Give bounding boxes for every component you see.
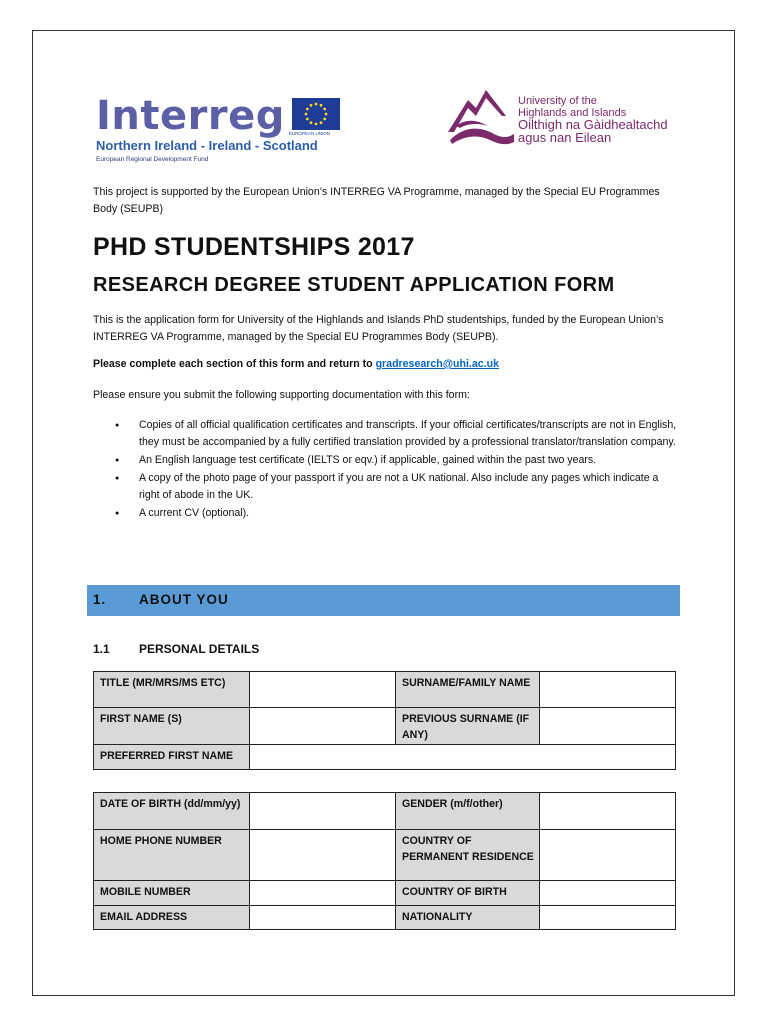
surname-field[interactable] bbox=[540, 672, 676, 708]
form-description: This is the application form for University of the Highlands and Islands PhD studentships, funded by the European Union’s INTERREG VA Programme, managed by the Special EU Programmes Body (SEUPB). bbox=[93, 314, 664, 343]
previous-surname-label: PREVIOUS SURNAME (IF ANY) bbox=[396, 708, 540, 745]
preferred-first-name-field[interactable] bbox=[250, 745, 676, 770]
documentation-intro: Please ensure you submit the following supporting documentation with this form: bbox=[93, 389, 470, 401]
list-item: ● A current CV (optional). bbox=[112, 505, 678, 522]
interreg-wordmark: Interreg bbox=[96, 93, 285, 139]
interreg-logo bbox=[96, 94, 346, 166]
mobile-label: MOBILE NUMBER bbox=[94, 881, 250, 906]
nationality-label: NATIONALITY bbox=[396, 906, 540, 930]
list-item: ● A copy of the photo page of your passport if you are not a UK national. Also include any pages which indicate a right of abode in the UK. bbox=[112, 470, 678, 504]
previous-surname-field[interactable] bbox=[540, 708, 676, 745]
eu-caption: EUROPEAN UNION bbox=[289, 131, 331, 136]
country-residence-field[interactable] bbox=[540, 830, 676, 881]
interreg-region: Northern Ireland - Ireland - Scotland bbox=[96, 138, 318, 153]
personal-details-table bbox=[93, 671, 676, 770]
surname-label: SURNAME/FAMILY NAME bbox=[396, 672, 540, 708]
eu-flag-icon bbox=[292, 98, 340, 130]
home-phone-label: HOME PHONE NUMBER bbox=[94, 830, 250, 881]
interreg-fund: European Regional Development Fund bbox=[96, 156, 209, 163]
uhi-name-en-2: Highlands and Islands bbox=[518, 106, 627, 119]
return-instruction bbox=[93, 358, 499, 370]
page-subtitle: RESEARCH DEGREE STUDENT APPLICATION FORM bbox=[93, 274, 615, 296]
uhi-name-ga-2: agus nan Eilean bbox=[518, 129, 612, 145]
contact-details-table bbox=[93, 792, 676, 930]
email-link[interactable]: gradresearch@uhi.ac.uk bbox=[375, 358, 499, 370]
section-number: 1. bbox=[93, 592, 107, 607]
uhi-logo bbox=[446, 86, 668, 150]
subsection-title: PERSONAL DETAILS bbox=[139, 642, 260, 656]
uhi-name-en-1: University of the bbox=[518, 95, 597, 107]
uhi-name bbox=[518, 96, 668, 144]
uhi-name-ga-1: Oilthigh na Gàidhealtachd bbox=[518, 117, 668, 132]
list-item: ● An English language test certificate (IELTS or eqv.) if applicable, gained within the past two years. bbox=[112, 452, 678, 469]
mobile-field[interactable] bbox=[250, 881, 396, 906]
country-birth-label: COUNTRY OF BIRTH bbox=[396, 881, 540, 906]
title-label: TITLE (MR/MRS/MS ETC) bbox=[94, 672, 250, 708]
section-title: ABOUT YOU bbox=[139, 592, 229, 607]
dob-label: DATE OF BIRTH (dd/mm/yy) bbox=[94, 793, 250, 830]
gender-label: GENDER (m/f/other) bbox=[396, 793, 540, 830]
dob-field[interactable] bbox=[250, 793, 396, 830]
email-label: EMAIL ADDRESS bbox=[94, 906, 250, 930]
home-phone-field[interactable] bbox=[250, 830, 396, 881]
funding-statement: This project is supported by the European Union’s INTERREG VA Programme, managed by the Special EU Programmes Body (SEUPB) bbox=[93, 186, 660, 215]
nationality-field[interactable] bbox=[540, 906, 676, 930]
gender-field[interactable] bbox=[540, 793, 676, 830]
email-field[interactable] bbox=[250, 906, 396, 930]
uhi-mountain-icon bbox=[446, 86, 516, 148]
country-residence-label: COUNTRY OF PERMANENT RESIDENCE bbox=[396, 830, 540, 881]
page-title: PHD STUDENTSHIPS 2017 bbox=[93, 233, 415, 261]
documentation-list bbox=[112, 417, 678, 523]
subsection-number: 1.1 bbox=[93, 642, 110, 656]
preferred-first-name-label: PREFERRED FIRST NAME bbox=[94, 745, 250, 770]
country-birth-field[interactable] bbox=[540, 881, 676, 906]
section-header bbox=[87, 585, 680, 616]
list-item: ● Copies of all official qualification certificates and transcripts. If your official certificates/transcripts are not in English, they must be accompanied by a fully certified translation provided by a professional translator/translation company. bbox=[112, 417, 678, 451]
first-name-field[interactable] bbox=[250, 708, 396, 745]
title-field[interactable] bbox=[250, 672, 396, 708]
first-name-label: FIRST NAME (S) bbox=[94, 708, 250, 745]
instruction-text: Please complete each section of this form and return to bbox=[93, 358, 376, 370]
